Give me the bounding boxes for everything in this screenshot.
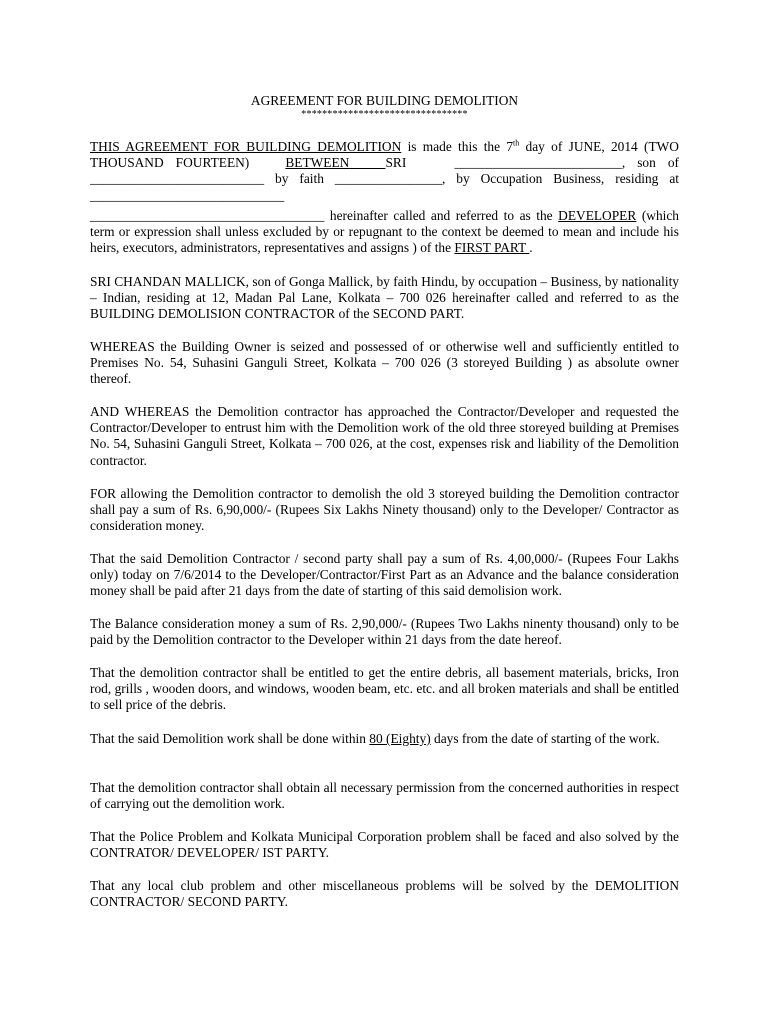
p1-text-i: by faith ________________, by Occupation Business, residing at xyxy=(264,171,679,187)
paragraph-police: That the Police Problem and Kolkata Municipal Corporation problem shall be faced and also solved by the CONTRATOR/ DEVELOPER/ IST PARTY. xyxy=(90,829,679,861)
p1-blank-father: __________________________ xyxy=(90,171,265,187)
p2-text-b: hereinafter called and referred to as the xyxy=(324,208,559,223)
paragraph-balance: The Balance consideration money a sum of Rs. 2,90,000/- (Rupees Two Lakhs ninenty thousand) only to be paid by the Demolition contractor to the Developer within 21 days from the date hereof. xyxy=(90,616,679,648)
p2-text-d: (which term or expression shall unless excluded by or repugnant to the context be deemed to mean and include his heirs, executors, administrators, representatives and assigns ) of the xyxy=(90,208,679,256)
document-title: AGREEMENT FOR BUILDING DEMOLITION xyxy=(250,93,519,108)
p2-blank: ___________________________________ xyxy=(90,208,325,223)
p1-line-4 xyxy=(90,188,679,204)
title-separator: ******************************** xyxy=(301,109,468,120)
p1-line-2 xyxy=(90,155,679,171)
p1-line-3 xyxy=(90,171,679,187)
paragraph-contractor: SRI CHANDAN MALLICK, son of Gonga Mallick, by faith Hindu, by occupation – Business, by nationality – Indian, residing at 12, Madan Pal Lane, Kolkata – 700 026 hereinafter called and referred to as the BUILDING DEMOLISION CONTRACTOR of the SECOND PART. xyxy=(90,274,679,322)
p1-text-d: THOUSAND FOURTEEN) xyxy=(90,155,250,171)
p10-text-c: days from the date of starting of the work. xyxy=(430,731,660,746)
paragraph-whereas-owner: WHEREAS the Building Owner is seized and possessed of or otherwise well and sufficiently entitled to Premises No. 54, Suhasini Ganguli Street, Kolkata – 700 026 (3 storeyed Building ) as absolute owner thereof. xyxy=(90,339,679,387)
p1-sri: SRI xyxy=(385,155,407,171)
p1-agreement-heading: THIS AGREEMENT FOR BUILDING DEMOLITION xyxy=(90,139,402,154)
paragraph-whereas-contractor: AND WHEREAS the Demolition contractor has approached the Contractor/Developer and requested the Contractor/Developer to entrust him with the Demolition work of the old three storeyed building at Premises No. 54, Suhasini Ganguli Street, Kolkata – 700 026, at the cost, expenses risk and liability of the Demolition contractor. xyxy=(90,404,679,468)
paragraph-debris: That the demolition contractor shall be entitled to get the entire debris, all basement materials, bricks, Iron rod, grills , wooden doors, and windows, wooden beam, etc. etc. and all broken materials and shall be entitled to sell price of the debris. xyxy=(90,665,679,713)
paragraph-agreement-date xyxy=(90,139,679,204)
paragraph-developer xyxy=(90,208,679,257)
p1-text-c: day of JUNE, 2014 (TWO xyxy=(519,139,679,154)
paragraph-consideration: FOR allowing the Demolition contractor to demolish the old 3 storeyed building the Demolition contractor shall pay a sum of Rs. 6,90,000/- (Rupees Six Lakhs Ninety thousand) only to the Developer/ Contractor as consideration money. xyxy=(90,486,679,534)
paragraph-advance: That the said Demolition Contractor / second party shall pay a sum of Rs. 4,00,000/- (Rupees Four Lakhs only) today on 7/6/2014 to the Developer/Contractor/First Part as an Advance and the balance consideration money shall be paid after 21 days from the date of starting of this said demolision work. xyxy=(90,551,679,599)
p2-period: . xyxy=(529,240,533,256)
paragraph-duration xyxy=(90,731,679,747)
paragraph-permission: That the demolition contractor shall obtain all necessary permission from the concerned authorities in respect of carrying out the demolition work. xyxy=(90,780,679,812)
p1-text-b: is made this the 7 xyxy=(401,139,514,154)
p2-first-part: FIRST PART xyxy=(454,240,530,256)
p1-blank-address: _____________________________ xyxy=(90,187,285,203)
p1-blank-name: _________________________, son of xyxy=(454,155,679,171)
p2-developer: DEVELOPER xyxy=(558,208,637,223)
p10-text-a: That the said Demolition work shall be done within xyxy=(90,731,370,746)
paragraph-local-club: That any local club problem and other miscellaneous problems will be solved by the DEMOLITION CONTRACTOR/ SECOND PARTY. xyxy=(90,878,679,910)
p1-between: BETWEEN xyxy=(285,155,350,171)
p1-sup: th xyxy=(513,138,520,148)
p10-days: 80 (Eighty) xyxy=(369,731,431,746)
p1-line-1 xyxy=(90,139,679,155)
